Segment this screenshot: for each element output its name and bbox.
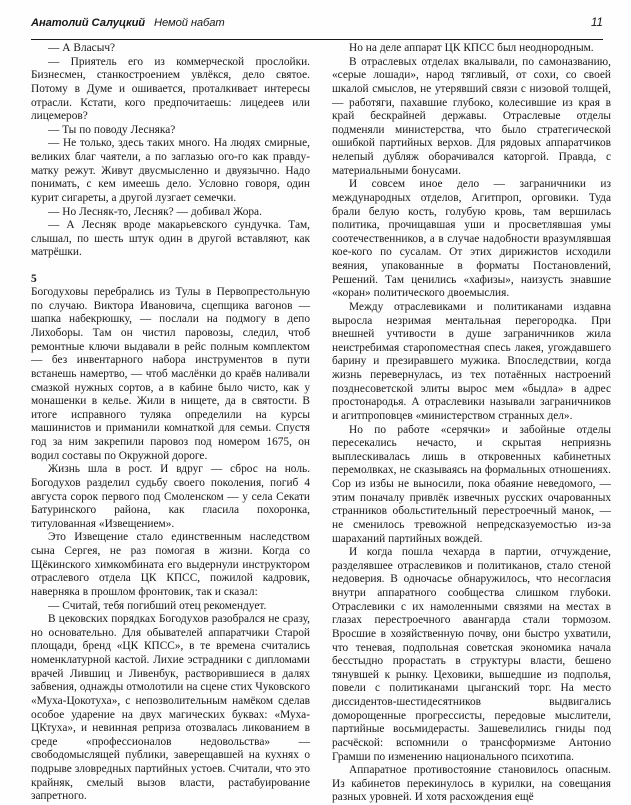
right-column [332,42,611,804]
paragraph: Но по работе «серячки» и забойные отделы пересекались нечасто, и скрытая неприязнь выплескивалась лишь в откровенных кабинетных перемолвках, не сказываясь на формальных отношениях. Сор из избы не выносили, пока обаяние неведомого, — этим поначалу привлёк извечных русских очарованных странников обольстительный перестроечный манок, — не сменилось тревожной непредсказуемостью из-за шараханий партийных вождей. [332,423,611,545]
paragraph: — Но Лесняк-то, Лесняк? — добивал Жора. [48,205,262,218]
paragraph: — Не только, здесь таких много. На людях смирные, великих благ чаятели, а по заглазью ого-го как правду-матку режут. Живут двусмысленно и двуязычно. Надо понимать, с кем имеешь дело. Условно говоря, один курит сигареты, а другой лузгает семечки. [31,137,310,204]
running-header-left [31,17,225,29]
paragraph: И совсем иное дело — заграничники из международных отделов, Агитпроп, орговики. Туда брали белую кость, голубую кровь, там вершилась политика, прочищавшая уши и просветлявшая умы соотечественников, а в случае надобности вразумлявшая кое-кого по сусалам. От этих дирижистов исходили веяния, упакованные в форматы Постановлений, Решений. Там ценились «хафизы», наизусть знавшие «коран» политического двоемыслия. [332,178,611,300]
paragraph: — А Лесняк вроде макарьевского сундучка. Там, слышал, по шесть штук один в другой вставляют, как матрёшки. [31,219,310,259]
paragraph: В цековских порядках Богодухов разобрался не сразу, но основательно. Для обывателей аппаратчики Старой площади, бренд «ЦК КПСС», в те времена считались номенклатурной кастой. Лихие эстрадники с дипломами врачей Лившиц и Ливенбук, растворившиеся в далях забвения, однажды отмолотили на сцене стих Чуковского «Муха-Цокотуха», с непозволительным намёком сделав особое ударение на двух магических буквах: «Муха-ЦКтуха», и невинная реприза отозвалась ликованием в среде «профессионалов недовольства» — свободомыслящей публики, заверещавшей на кухнях о подрыве зловредных партийных устоев. Считали, что это крайняк, смелый вызов власти, растабуирование запретного. [31,613,310,803]
paragraph: Жизнь шла в рост. И вдруг — сброс на ноль. Богодухов разделил судьбу своего поколения, погиб 4 августа сорок первого под Смоленском — у села Секати Батуринского района, как гласила похоронка, титулованная «Извещением». [31,463,310,530]
section-number: 5 [31,272,37,285]
paragraph: Между отраслевиками и политиканами издавна выросла незримая ментальная перегородка. При внешней учтивости в душе заграничников жила неистребимая старопоместная спесь лакея, угождавшего барину и презиравшего мужика. Впоследствии, когда жизнь перевернулась, из тех потаённых настроений позднесоветской элиты вырос мем «быдла» в адрес простонародья. А отраслевики называли заграничников и агитпроповцев «министерством странных дел». [332,300,611,422]
paragraph: В отраслевых отделах вкалывали, по самоназванию, «серые лошади», народ тягливый, от сохи, со своей шкалой смыслов, не утерявший связи с низовой толщей, — работяги, пахавшие глубоко, колесившие из края в край бескрайней державы. Отраслевые отделы подменяли министерства, что было стратегической ошибкой партийных верхов. Для рядовых аппаратчиков нелепый дубляж оборачивался каторгой. Правда, с материальными бонусами. [332,55,611,177]
page-number: 11 [590,16,603,29]
text-columns [31,42,611,804]
paragraph: — Приятель его из коммерческой прослойки. Бизнесмен, станкостроением увлёкся, дело святое. Потому в Думе и ошивается, проталкивает интересы отрасли. Кстати, кого предпочитаешь: лицедеев или лицемеров? [31,55,310,123]
paragraph: Аппаратное противостояние становилось опасным. Из кабинетов перекинулось в курилки, на совещания разных уровней. И хотя расхождения ещё [332,764,611,804]
paragraph: — Ты по поводу Лесняка? [48,123,176,136]
paragraph: Богодуховы перебрались из Тулы в Первопрестольную по случаю. Виктора Ивановича, сцепщика вагонов — шапка набекрюшку, — послали на подмогу в депо Лихоборы. Там он чистил паровозы, следил, чтоб ремонтные ключи выдавали в рейс полным комплектом — без инвентарного набора инструментов в пути встанешь намертво, — чтоб маслёнки до краёв наливали смазкой нужных сортов, а в кабине было чисто, как у монашенки в келье. Жили в нищете, да в святости. В итоге исправного туляка определили на курсы машинистов и приманили комнаткой для семьи. Спустя год за ним закрепили паровоз под номером 1675, он водил составы по Окружной дороге. [31,286,310,462]
author-name: Анатолий Салуцкий [31,17,146,29]
running-header [31,16,603,40]
paragraph: — Считай, тебя погибший отец рекомендует. [48,599,267,612]
paragraph: Но на деле аппарат ЦК КПСС был неоднородным. [349,42,594,54]
book-title: Немой набат [154,17,225,29]
paragraph: И когда пошла чехарда в партии, отчуждение, разделявшее отраслевиков и политиканов, стало стеной недоверия. В одночасье обнаружилось, что несогласия внутри аппаратного сообщества слишком глубоки. Отраслевики с их намоленными связями на местах в глазах перестроечного авангарда стали тормозом. Вросшие в хозяйственную почву, они быстро ухватили, что теневая, подпольная советская экономика начала бесстыдно прорастать в структуры власти, бешено тянувшей к рынку. Цеховики, вышедшие из подполья, повели с политиканами цыганский торг. На место диссидентов-шестидесятников выдвигались доморощенные прогрессисты, передовые мыслители, партийные восьмидерасты. Зашевелились гниды под расчёской: вспомнили о трансформизме Антонио Грамши по изменению национального психотипа. [332,546,611,763]
paragraph: — А Власыч? [48,42,116,54]
left-column [31,42,310,803]
paragraph: Это Извещение стало единственным наследством сына Сергея, не раз помогая в жизни. Когда со Щёкинского химкомбината его выдернули инструктором отраслевого отдела ЦК КПСС, пожилой кадровик, наверняка в прошлом фронтовик, так и сказал: [31,531,310,598]
